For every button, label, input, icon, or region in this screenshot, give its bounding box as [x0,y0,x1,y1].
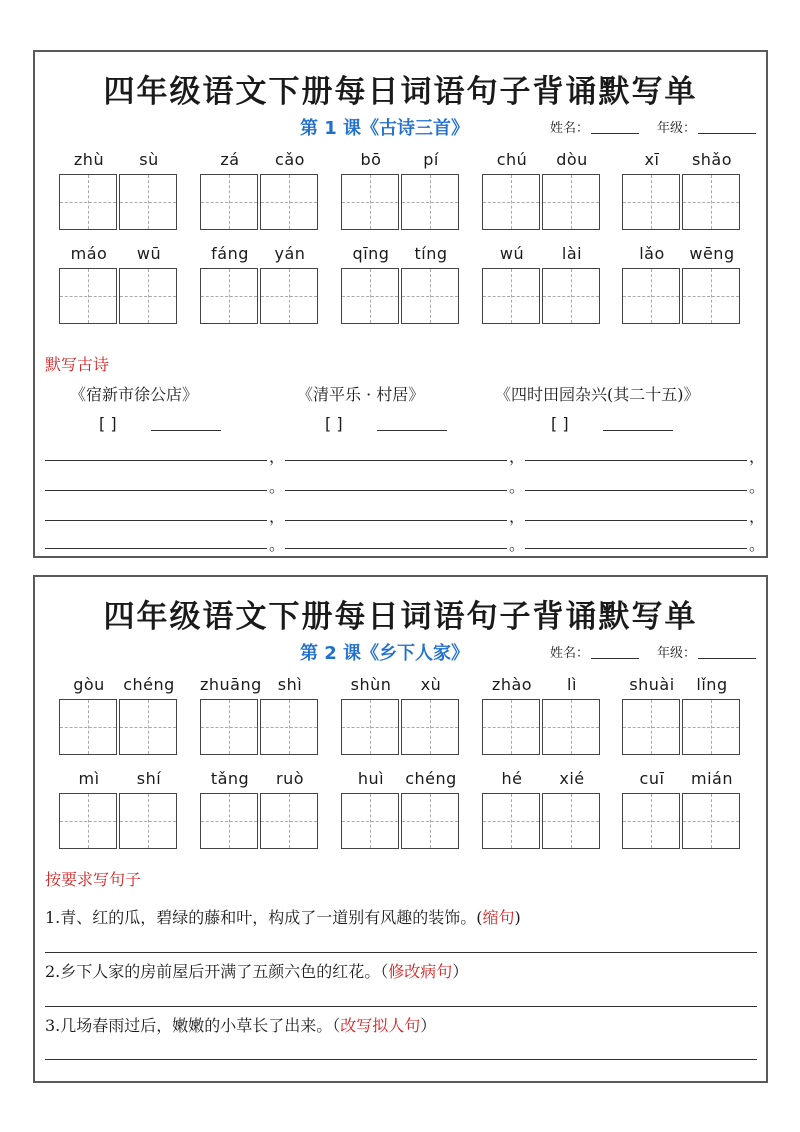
pinyin-label: dòu [556,150,588,169]
punctuation: 。 [509,477,526,496]
poem-line[interactable] [525,520,747,521]
question-1 [45,905,521,928]
poem-title: 《宿新市徐公店》 [70,385,199,404]
word-cell [482,150,602,234]
writing-box[interactable] [59,174,117,230]
word-cell [200,769,320,853]
pinyin-label: lǎo [639,244,665,263]
poem-title: 《清平乐 · 村居》 [297,385,425,404]
question-requirement: 修改病句 [388,962,453,981]
pinyin-label: chéng [405,769,457,788]
word-cell [200,244,320,328]
writing-box[interactable] [682,699,740,755]
writing-box[interactable] [401,699,459,755]
punctuation: ， [749,507,766,526]
pinyin-label: cǎo [275,150,305,169]
lesson-heading: 第 1 课《古诗三首》 [300,118,470,139]
pinyin-label: shì [277,675,303,694]
writing-box[interactable] [482,699,540,755]
word-cell [482,675,602,759]
worksheet-title: 四年级语文下册每日词语句子背诵默写单 [103,599,698,635]
writing-box[interactable] [341,268,399,324]
pinyin-label: lài [561,244,583,263]
question-close: ） [420,1016,437,1035]
writing-box[interactable] [200,793,258,849]
poem-line[interactable] [45,460,267,461]
writing-box[interactable] [542,699,600,755]
punctuation: 。 [269,477,286,496]
writing-box[interactable] [682,268,740,324]
word-cell [59,150,179,234]
word-cell [341,150,461,234]
punctuation: ， [269,447,286,466]
pinyin-label: zhuāng [200,675,262,694]
pinyin-label: máo [70,244,108,263]
writing-box[interactable] [260,268,318,324]
pinyin-label: tǎng [210,769,250,788]
word-cell [622,244,742,328]
question-requirement: 缩句 [482,908,515,927]
writing-box[interactable] [682,174,740,230]
dynasty-bracket[interactable]: [ ] [99,414,117,433]
pinyin-label: hé [501,769,523,788]
poem-line[interactable] [285,460,507,461]
author-line [325,414,465,433]
writing-box[interactable] [622,268,680,324]
worksheet-lesson-2 [33,575,768,1083]
poem-line[interactable] [525,490,747,491]
name-label: 姓名： [550,646,590,661]
pinyin-label: shǎo [691,150,733,169]
punctuation: 。 [749,535,766,554]
writing-box[interactable] [542,793,600,849]
pinyin-label: chú [496,150,528,169]
answer-line[interactable] [45,952,757,953]
writing-box[interactable] [341,793,399,849]
writing-box[interactable] [482,793,540,849]
poem-line[interactable] [45,490,267,491]
word-cell [341,675,461,759]
writing-box[interactable] [119,699,177,755]
pinyin-label: shí [136,769,162,788]
pinyin-label: wēng [689,244,735,263]
pinyin-label: xī [644,150,660,169]
question-text: 2.乡下人家的房前屋后开满了五颜六色的红花。（ [45,962,389,981]
question-close: ) [514,908,521,927]
pinyin-label: shuài [629,675,675,694]
writing-box[interactable] [682,793,740,849]
writing-box[interactable] [119,793,177,849]
question-text: 3.几场春雨过后，嫩嫩的小草长了出来。（ [45,1016,341,1035]
word-cell [341,244,461,328]
writing-box[interactable] [200,699,258,755]
writing-box[interactable] [622,174,680,230]
pinyin-label: shùn [350,675,392,694]
author-field[interactable] [377,417,447,431]
punctuation: ， [509,507,526,526]
worksheet-lesson-1 [33,50,768,558]
question-3 [45,1013,436,1036]
author-field[interactable] [603,417,673,431]
grade-field[interactable] [698,647,756,659]
word-cell [59,244,179,328]
writing-box[interactable] [260,174,318,230]
punctuation: ， [509,447,526,466]
section-heading: 按要求写句子 [45,870,142,889]
section-heading: 默写古诗 [45,355,110,374]
author-field[interactable] [151,417,221,431]
pinyin-label: zá [220,150,240,169]
poem-line[interactable] [45,548,267,549]
pinyin-label: wū [136,244,162,263]
pinyin-label: tíng [414,244,448,263]
word-cell [59,675,179,759]
poem-line[interactable] [525,548,747,549]
writing-box[interactable] [341,174,399,230]
pinyin-label: chéng [123,675,175,694]
word-cell [200,675,320,759]
pinyin-label: zhào [491,675,533,694]
pinyin-label: mì [78,769,100,788]
pinyin-label: zhù [73,150,105,169]
writing-box[interactable] [542,268,600,324]
pinyin-label: qīng [352,244,390,263]
poem-line[interactable] [285,548,507,549]
dynasty-bracket[interactable]: [ ] [325,414,343,433]
pinyin-label: cuī [639,769,665,788]
writing-box[interactable] [622,699,680,755]
grade-label: 年级： [657,121,697,136]
writing-box[interactable] [59,699,117,755]
pinyin-label: fáng [211,244,249,263]
poem-title: 《四时田园杂兴(其二十五)》 [495,385,700,404]
word-cell [482,769,602,853]
pinyin-label: ruò [275,769,304,788]
word-cell [622,769,742,853]
lesson-heading: 第 2 课《乡下人家》 [300,643,470,664]
answer-line[interactable] [45,1059,757,1060]
writing-box[interactable] [401,793,459,849]
writing-box[interactable] [260,793,318,849]
question-requirement: 改写拟人句 [340,1016,421,1035]
writing-box[interactable] [119,174,177,230]
worksheet-title: 四年级语文下册每日词语句子背诵默写单 [103,74,698,110]
writing-box[interactable] [482,174,540,230]
pinyin-label: sù [139,150,159,169]
author-line [99,414,239,433]
writing-box[interactable] [341,699,399,755]
student-info [550,642,756,661]
pinyin-label: yán [274,244,306,263]
pinyin-label: lì [567,675,577,694]
writing-box[interactable] [59,793,117,849]
name-label: 姓名： [550,121,590,136]
writing-box[interactable] [401,174,459,230]
writing-box[interactable] [119,268,177,324]
author-line [551,414,691,433]
word-cell [200,150,320,234]
pinyin-label: lǐng [696,675,728,694]
writing-box[interactable] [401,268,459,324]
pinyin-label: huì [357,769,385,788]
poem-line[interactable] [45,520,267,521]
word-cell [341,769,461,853]
student-info [550,117,756,136]
punctuation: 。 [749,477,766,496]
pinyin-label: mián [691,769,733,788]
writing-box[interactable] [482,268,540,324]
writing-box[interactable] [200,268,258,324]
pinyin-label: pí [423,150,439,169]
writing-box[interactable] [59,268,117,324]
punctuation: 。 [269,535,286,554]
writing-box[interactable] [260,699,318,755]
word-cell [622,150,742,234]
writing-box[interactable] [200,174,258,230]
writing-box[interactable] [542,174,600,230]
pinyin-label: xù [420,675,442,694]
question-2 [45,959,468,982]
poem-line[interactable] [285,490,507,491]
pinyin-label: bō [360,150,382,169]
pinyin-label: wú [499,244,525,263]
poem-line[interactable] [525,460,747,461]
punctuation: ， [269,507,286,526]
question-close: ） [452,962,469,981]
word-cell [482,244,602,328]
dynasty-bracket[interactable]: [ ] [551,414,569,433]
grade-field[interactable] [698,122,756,134]
word-cell [622,675,742,759]
punctuation: ， [749,447,766,466]
word-cell [59,769,179,853]
answer-line[interactable] [45,1006,757,1007]
question-text: 1.青、红的瓜，碧绿的藤和叶，构成了一道别有风趣的装饰。( [45,908,483,927]
poem-line[interactable] [285,520,507,521]
pinyin-label: gòu [73,675,105,694]
name-field[interactable] [591,647,639,659]
pinyin-label: xié [559,769,585,788]
grade-label: 年级： [657,646,697,661]
name-field[interactable] [591,122,639,134]
punctuation: 。 [509,535,526,554]
writing-box[interactable] [622,793,680,849]
